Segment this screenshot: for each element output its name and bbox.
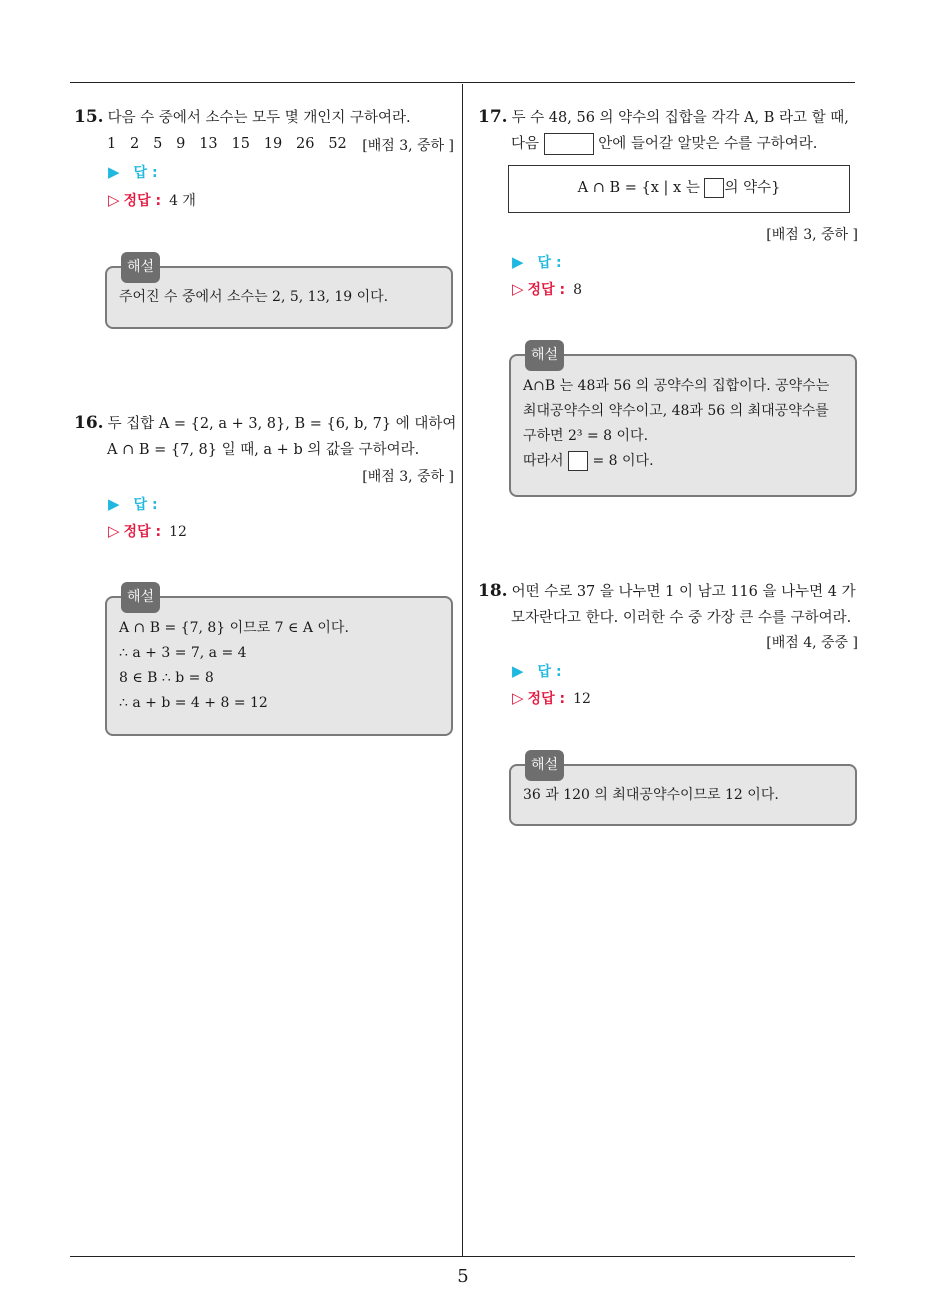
bottom-rule [70,1256,855,1257]
play-icon: ▶ [512,662,524,680]
question-16 [74,410,459,463]
blank-box [568,451,588,471]
solution-line: ∴ a + 3 = 7, a = 4 [119,645,247,661]
solution-tag: 해설 [525,750,564,781]
solution-line-post: = 8 이다. [592,453,654,469]
solution-line: 36 과 120 의 최대공약수이므로 12 이다. [523,787,779,803]
correct-label: 정답 : [527,282,566,298]
triangle-outline-icon: ▷ [108,191,120,209]
column-divider [462,84,463,1256]
solution-box [509,347,857,497]
solution-line: 주어진 수 중에서 소수는 2, 5, 13, 19 이다. [119,289,389,305]
play-icon: ▶ [108,495,120,513]
answer-row [108,162,158,182]
solution-line: 구하면 2³ = 8 이다. [523,428,649,444]
triangle-outline-icon: ▷ [512,280,524,298]
solution-line: 8 ∈ B ∴ b = 8 [119,670,214,686]
question-text-line1: 두 집합 A = {2, a + 3, 8}, B = {6, b, 7} 에 대하여 [107,416,457,432]
solution-tag: 해설 [121,252,160,283]
set-definition-post: 의 약수} [724,180,781,196]
correct-value: 12 [573,691,591,707]
points-label: [배점 3, 중하 ] [362,138,454,154]
correct-answer-row [108,521,187,541]
answer-label: 답 : [133,165,158,181]
question-17 [478,104,863,157]
correct-answer-row [512,279,582,299]
solution-box [105,259,453,329]
correct-value: 8 [573,282,582,298]
answer-row [108,494,158,514]
solution-line: 최대공약수의 약수이고, 48과 56 의 최대공약수를 [523,403,829,419]
question-text-pre: 다음 [511,136,540,152]
question-text-line2: A ∩ B = {7, 8} 일 때, a + b 의 값을 구하여라. [107,442,420,458]
question-number: 18. [478,581,508,601]
answer-row [512,661,562,681]
correct-answer-row [512,688,591,708]
play-icon: ▶ [108,163,120,181]
solution-line-pre: 따라서 [523,453,564,469]
question-text-line1: 두 수 48, 56 의 약수의 집합을 각각 A, B 라고 할 때, [511,110,849,126]
solution-line: A ∩ B = {7, 8} 이므로 7 ∈ A 이다. [119,620,349,636]
triangle-outline-icon: ▷ [108,522,120,540]
set-definition-pre: A ∩ B = {x | x 는 [577,180,700,196]
blank-box [544,133,594,155]
top-rule [70,82,855,83]
blank-box [704,178,724,198]
number-list: 1 2 5 9 13 15 19 26 52 [107,136,347,152]
question-18 [478,578,863,631]
correct-value: 12 [169,524,187,540]
question-text-line1: 어떤 수로 37 을 나누면 1 이 남고 116 을 나누면 4 가 [511,584,856,600]
solution-box [509,757,857,826]
solution-line: ∴ a + b = 4 + 8 = 12 [119,695,268,711]
correct-answer-row [108,190,196,210]
question-number: 16. [74,413,104,433]
answer-label: 답 : [537,664,562,680]
correct-value: 4 개 [169,193,196,209]
page-number: 5 [457,1266,469,1287]
answer-label: 답 : [133,497,158,513]
question-number: 17. [478,107,508,127]
answer-label: 답 : [537,255,562,271]
question-text-post: 안에 들어갈 알맞은 수를 구하여라. [598,136,818,152]
question-text-line2: 모자란다고 한다. 이러한 수 중 가장 큰 수를 구하여라. [511,610,852,626]
solution-tag: 해설 [525,340,564,371]
points-label: [배점 3, 중하 ] [362,469,454,485]
answer-row [512,252,562,272]
correct-label: 정답 : [123,524,162,540]
set-definition-box [508,165,850,213]
solution-box [105,589,453,736]
solution-line: A∩B 는 48과 56 의 공약수의 집합이다. 공약수는 [523,378,830,394]
play-icon: ▶ [512,253,524,271]
points-label: [배점 4, 중중 ] [766,635,858,651]
solution-tag: 해설 [121,582,160,613]
points-label: [배점 3, 중하 ] [766,227,858,243]
correct-label: 정답 : [123,193,162,209]
question-number: 15. [74,107,104,127]
correct-label: 정답 : [527,691,566,707]
question-text: 다음 수 중에서 소수는 모두 몇 개인지 구하여라. [107,110,411,126]
triangle-outline-icon: ▷ [512,689,524,707]
